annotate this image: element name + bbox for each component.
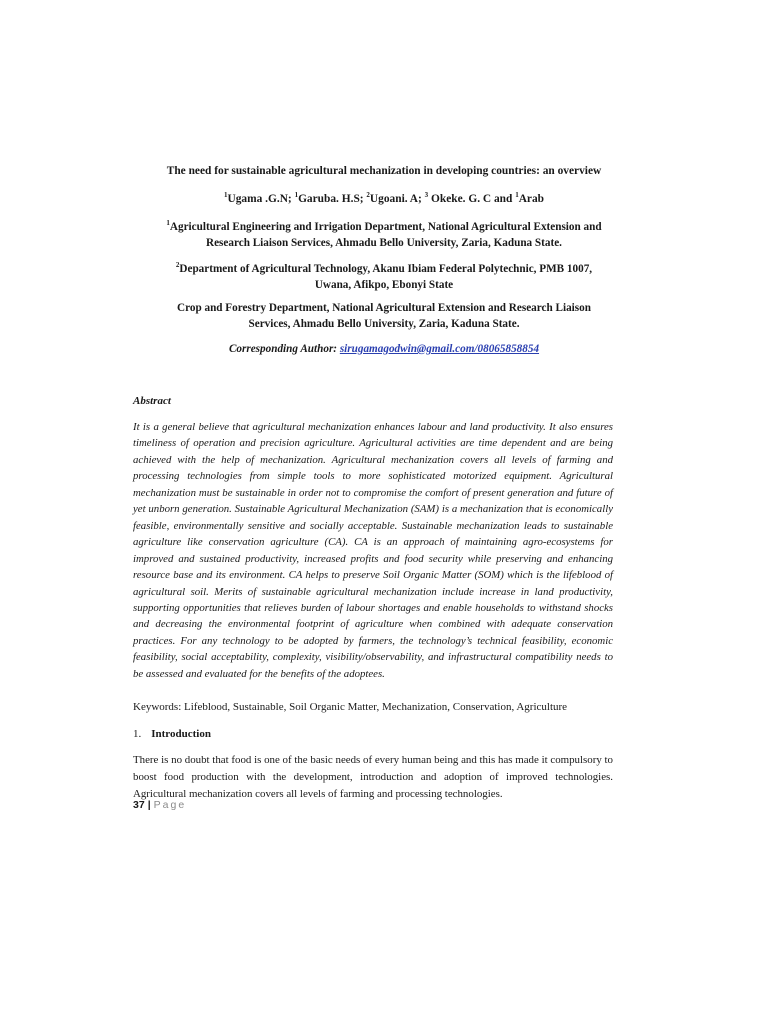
author-superscript: 1 [294,191,299,199]
page-number: 37 [133,799,145,811]
section-number: 1. [133,728,142,740]
author-superscript: 3 [424,191,429,199]
affiliation-line: Services, Ahmadu Bello University, Zaria, Kaduna State. [248,318,520,330]
author-superscript: 1 [223,191,228,199]
affiliation-line: Crop and Forestry Department, National Agricultural Extension and Research Liaison [177,302,591,314]
section-heading-introduction [133,727,211,741]
paper-title: The need for sustainable agricultural mechanization in developing countries: an overview [166,165,602,177]
affiliation-superscript: 2 [175,261,180,269]
affiliation-line: Agricultural Engineering and Irrigation Department, National Agricultural Extension and [169,221,602,233]
author-name: Okeke. G. C and [428,193,516,205]
section-title: Introduction [151,728,211,740]
corresponding-author [100,342,668,356]
affiliation-line: Uwana, Afikpo, Ebonyi State [314,279,454,291]
corresponding-author-label: Corresponding Author: [228,343,340,355]
affiliation-1 [120,215,648,251]
affiliation-line: Research Liaison Services, Ahmadu Bello University, Zaria, Kaduna State. [206,237,562,249]
page-label: Page [153,799,187,811]
keywords: Keywords: Lifeblood, Sustainable, Soil Organic Matter, Mechanization, Conservation, Agriculture [133,701,568,713]
author-superscript: 2 [366,191,370,199]
corresponding-author-link[interactable]: sirugamagodwin@gmail.com/08065858854 [339,343,540,355]
affiliation-2 [120,257,648,293]
introduction-paragraph: There is no doubt that food is one of the basic needs of every human being and this has made it compulsory to boost food production with the development, introduction and adoption of improved technologies. Agricultural mechanization covers all levels of farming and processing technologies. [133,754,613,800]
author-superscript: 1 [515,191,519,199]
affiliation-3 [120,300,648,332]
affiliation-superscript: 1 [166,219,170,227]
author-name: Ugama .G.N; [227,193,295,205]
author-name: Garuba. H.S; [298,193,367,205]
author-list [100,188,668,206]
page-footer [133,799,186,811]
abstract-body: It is a general believe that agricultural mechanization enhances labour and land productivity. It also ensures timeliness of operation and precision agriculture. Agricultural activities are time dependent and are being achieved with the help of mechanization. Agricultural mechanization covers all levels of farming and processing technologies from simple tools to more sophisticated motorized equipment. Agricultural mechanization must be sustainable in order not to compromise the comfort of present generation and future of yet unborn generation. Sustainable Agricultural Mechanization (SAM) is a mechanization that is economically feasible, environmentally sensitive and socially acceptable. Sustainable mechanization leads to sustainable agriculture like conservation agriculture (CA). CA is an approach of maintaining agro-ecosystems for improved and sustained productivity, increased profits and food security while preserving and enhancing resource base and its environment. CA helps to preserve Soil Organic Matter (SOM) which is the lifeblood of agricultural soil. Merits of sustainable agricultural mechanization include increase in land productivity, supporting opportunities that relieves burden of labour shortages and enable households to withstand shocks and decreasing the environmental footprint of agriculture when combined with adequate conservation practices. For any technology to be adopted by farmers, the technology’s technical feasibility, economic feasibility, social acceptability, complexity, visibility/observability, and infrastructural compatibility needs to be assessed and evaluated for the benefits of the adoptees. [133,421,613,680]
abstract-heading: Abstract [133,395,171,407]
author-name: Arab [518,193,545,205]
affiliation-line: Department of Agricultural Technology, Akanu Ibiam Federal Polytechnic, PMB 1007, [179,263,593,275]
footer-separator: | [147,799,151,811]
author-name: Ugoani. A; [369,193,425,205]
